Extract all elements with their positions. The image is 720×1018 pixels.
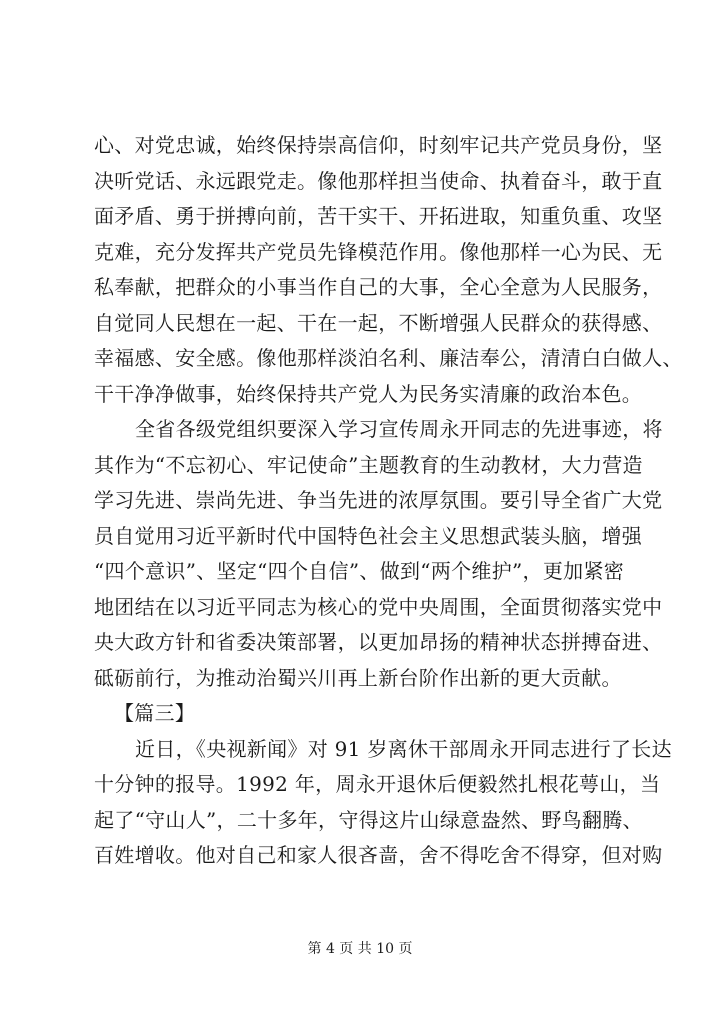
- body-line: 干干净净做事，始终保持共产党人为民务实清廉的政治本色。: [94, 381, 643, 406]
- body-line: 十分钟的报导。1992 年，周永开退休后便毅然扎根花萼山，当: [94, 772, 661, 796]
- body-line: 决听党话、永远跟党走。像他那样担当使命、执着奋斗，敢于直: [94, 168, 663, 193]
- body-line: 私奉献，把群众的小事当作自己的大事，全心全意为人民服务，: [94, 275, 663, 299]
- body-line: 自觉同人民想在一起、干在一起，不断增强人民群众的获得感、: [94, 310, 663, 335]
- body-line: 幸福感、安全感。像他那样淡泊名利、廉洁奉公，清清白白做人、: [94, 346, 683, 370]
- body-line: 心、对党忠诚，始终保持崇高信仰，时刻牢记共产党员身份，坚: [94, 133, 663, 157]
- body-line: 起了“守山人”，二十多年，守得这片山绿意盎然、野鸟翻腾、: [94, 807, 643, 832]
- body-line: 学习先进、崇尚先进、争当先进的浓厚氛围。要引导全省广大党: [94, 488, 663, 512]
- paragraph-start-line: 全省各级党组织要深入学习宣传周永开同志的先进事迹，将: [135, 417, 663, 441]
- body-line: 百姓增收。他对自己和家人很吝啬，舍不得吃舍不得穿，但对购: [94, 843, 663, 867]
- body-line: 员自觉用习近平新时代中国特色社会主义思想武装头脑，增强: [94, 523, 643, 548]
- body-line: 面矛盾、勇于拼搏向前，苦干实干、开拓进取，知重负重、攻坚: [94, 204, 663, 228]
- body-line: 砥砺前行，为推动治蜀兴川再上新台阶作出新的更大贡献。: [94, 665, 622, 690]
- paragraph-start-line: 近日，《央视新闻》对 91 岁离休干部周永开同志进行了长达: [135, 736, 672, 761]
- document-body: [94, 128, 683, 874]
- body-line: 央大政方针和省委决策部署，以更加昂扬的精神状态拼搏奋进、: [94, 630, 663, 654]
- body-line: 地团结在以习近平同志为核心的党中央周围，全面贯彻落实党中: [94, 594, 663, 619]
- body-line: “四个意识”、坚定“四个自信”、做到“两个维护”，更加紧密: [94, 559, 625, 583]
- body-line: 其作为“不忘初心、牢记使命”主题教育的生动教材，大力营造: [94, 452, 643, 477]
- section-heading: 【篇三】: [114, 701, 196, 725]
- body-line: 克难，充分发挥共产党员先锋模范作用。像他那样一心为民、无: [94, 239, 663, 264]
- page-footer: 第 4 页 共 10 页: [307, 941, 413, 957]
